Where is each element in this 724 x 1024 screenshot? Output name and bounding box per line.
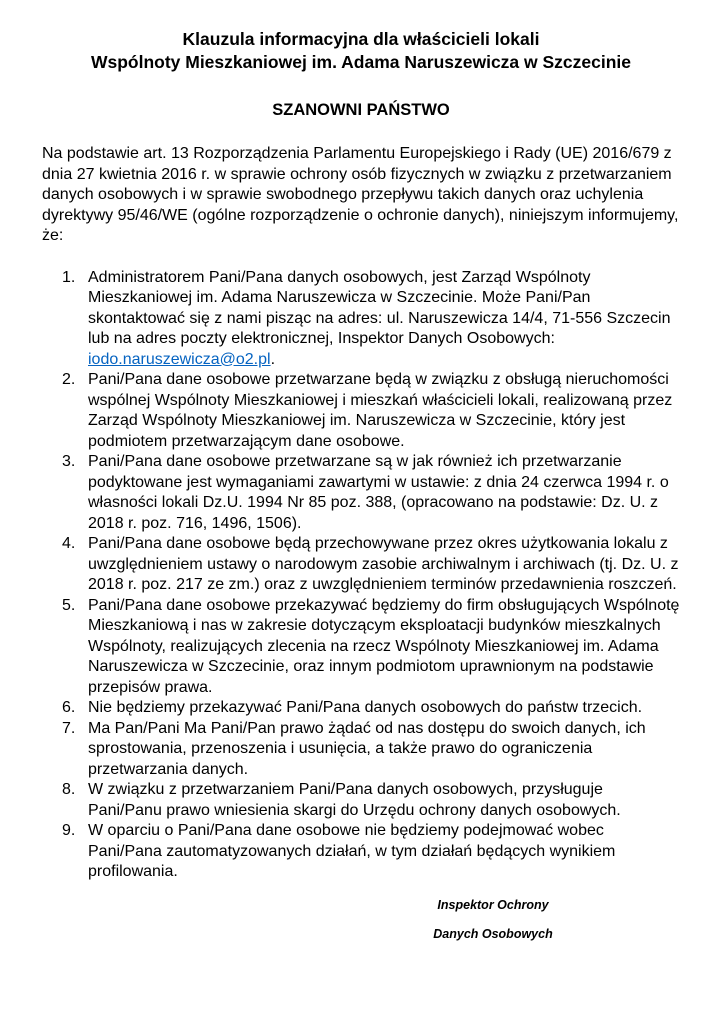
information-list [42, 268, 680, 883]
list-item [42, 596, 680, 699]
list-item-number: 4. [62, 535, 76, 552]
list-item-text: Pani/Pana dane osobowe przekazywać będziemy do firm obsługujących Wspólnotę Mieszkaniową i nas w zakresie dotyczącym eksploatacji budynków mieszkalnych Wspólnoty, realizujących zlecenia na rzecz Wspólnoty Mieszkaniowej im. Adama Naruszewicza w Szczecinie, oraz innym podmiotom uprawnionym na podstawie przepisów prawa. [88, 596, 680, 696]
list-item [42, 821, 680, 883]
list-item [42, 452, 680, 534]
list-item-text: Pani/Pana dane osobowe przetwarzane będą w związku z obsługą nieruchomości wspólnej Wspólnoty Mieszkaniowej i mieszkań właścicieli lokali, realizowaną przez Zarząd Wspólnoty Mieszkaniowej im. Naruszewicza w Szczecinie, który jest podmiotem przetwarzającym dane osobowe. [88, 371, 673, 450]
list-item-text: Pani/Pana dane osobowe będą przechowywane przez okres użytkowania lokalu z uwzględnieniem ustawy o narodowym zasobie archiwalnym i archiwach (tj. Dz. U. z 2018 r. poz. 217 ze zm.) oraz z uwzględnieniem terminów przedawnienia roszczeń. [88, 535, 679, 593]
list-item-text: Ma Pan/Pani Ma Pani/Pan prawo żądać od nas dostępu do swoich danych, ich sprostowania, przenoszenia i usunięcia, a także prawo do ograniczenia przetwarzania danych. [88, 719, 646, 778]
document-title [42, 28, 680, 74]
signature-title-line1: Inspektor Ochrony [437, 898, 549, 912]
list-item-text-after-link: . [270, 350, 276, 368]
document-title-line1: Klauzula informacyjna dla właścicieli lokali [182, 29, 540, 49]
list-item-text: W związku z przetwarzaniem Pani/Pana danych osobowych, przysługuje Pani/Panu prawo wniesienia skargi do Urzędu ochrony danych osobowych. [88, 781, 621, 819]
list-item [42, 698, 680, 719]
list-item [42, 370, 680, 452]
list-item-text: Nie będziemy przekazywać Pani/Pana danych osobowych do państw trzecich. [88, 699, 643, 716]
list-item [42, 534, 680, 596]
list-item-text: W oparciu o Pani/Pana dane osobowe nie będziemy podejmować wobec Pani/Pana zautomatyzowanych działań, w tym działań będących wynikiem profilowania. [88, 822, 616, 880]
list-item [42, 268, 680, 371]
document-title-line2: Wspólnoty Mieszkaniowej im. Adama Naruszewicza w Szczecinie [90, 52, 632, 72]
list-item-text [88, 268, 680, 371]
intro-paragraph: Na podstawie art. 13 Rozporządzenia Parlamentu Europejskiego i Rady (UE) 2016/679 z dnia 27 kwietnia 2016 r. w sprawie ochrony osób fizycznych w związku z przetwarzaniem danych osobowych i w sprawie swobodnego przepływu takich danych oraz uchylenia dyrektywy 95/46/WE (ogólne rozporządzenie o ochronie danych), niniejszym informujemy, że: [42, 145, 679, 244]
list-item-number: 3. [62, 453, 76, 470]
list-item-number: 8. [62, 781, 76, 798]
salutation: SZANOWNI PAŃSTWO [272, 101, 450, 119]
list-item-number: 6. [62, 699, 76, 716]
list-item-text-before-link: Administratorem Pani/Pana danych osobowych, jest Zarząd Wspólnoty Mieszkaniowej im. Adama Naruszewicza w Szczecinie. Może Pani/Pan skontaktować się z nami pisząc na adres: ul. Naruszewicza 14/4, 71-556 Szczecin lub na adres poczty elektronicznej, Inspektor Danych Osobowych: [88, 268, 671, 347]
list-item [42, 780, 680, 821]
list-item-number: 7. [62, 719, 76, 737]
list-item-text: Pani/Pana dane osobowe przetwarzane są w jak również ich przetwarzanie podyktowane jest wymaganiami zawartymi w ustawie: z dnia 24 czerwca 1994 r. o własności lokali Dz.U. 1994 Nr 85 poz. 388, (opracowano na podstawie: Dz. U. z 2018 r. poz. 716, 1496, 1506). [88, 453, 669, 532]
email-link[interactable]: iodo.naruszewicza@o2.pl [88, 350, 271, 368]
list-item-number: 2. [62, 371, 76, 388]
signature-block [433, 899, 553, 941]
list-item-number: 1. [62, 268, 76, 286]
list-item-number: 5. [62, 596, 76, 614]
list-item [42, 719, 680, 781]
list-item-number: 9. [62, 822, 76, 839]
signature-title-line2: Danych Osobowych [433, 927, 553, 941]
